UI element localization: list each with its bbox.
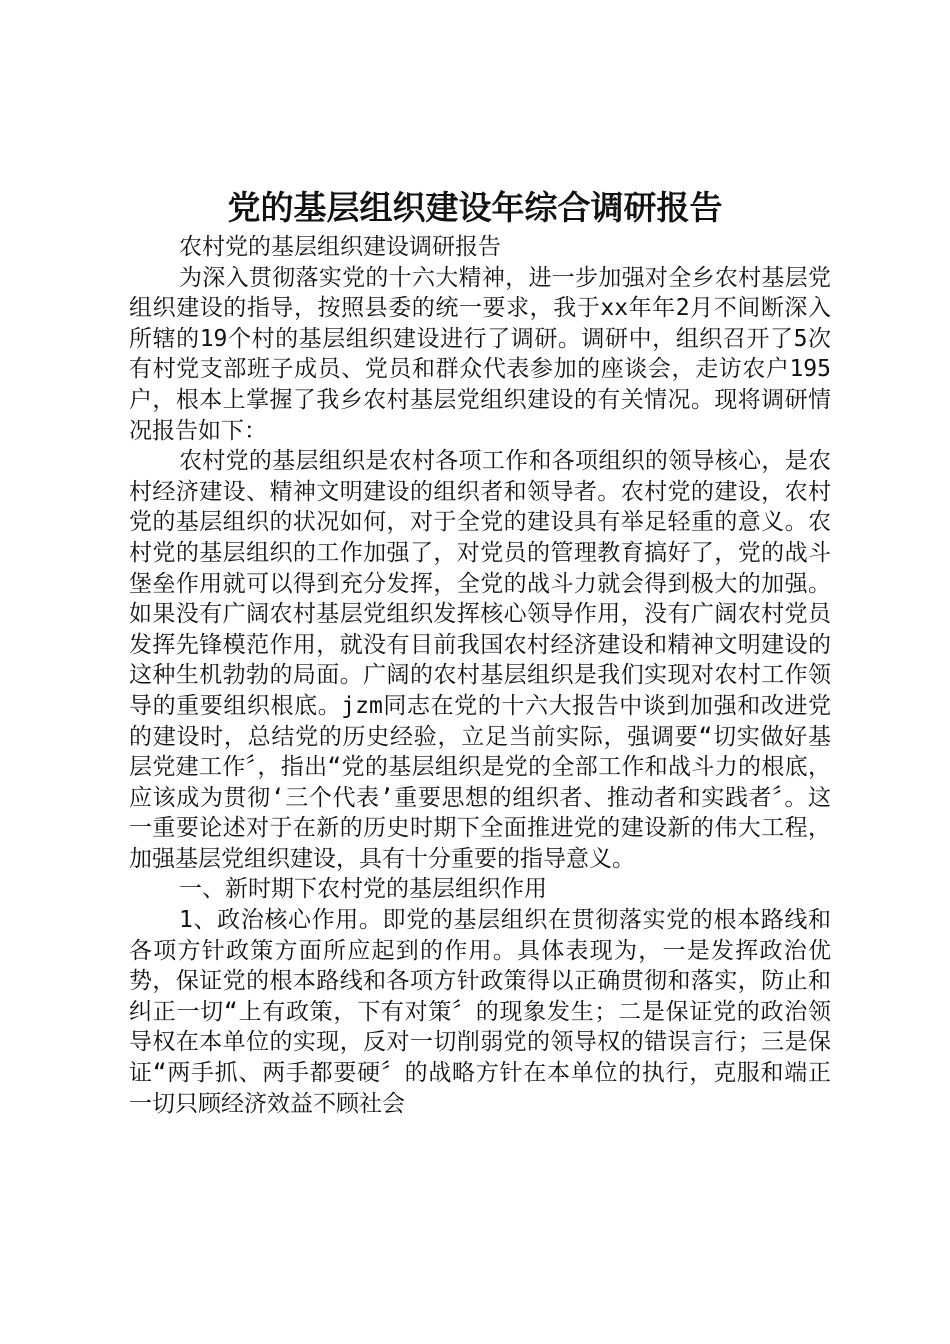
document-title: 党的基层组织建设年综合调研报告 — [227, 188, 723, 227]
report-subtitle: 农村党的基层组织建设调研报告 — [179, 234, 501, 260]
intro-paragraph: 为深入贯彻落实党的十六大精神，进一步加强对全乡农村基层党组织建设的指导，按照县委的统一要求，我于xx年年2月不间断深入所辖的19个村的基层组织建设进行了调研。调研中，组织召开了5次有村党支部班子成员、党员和群众代表参加的座谈会，走访农户195户，根本上掌握了我乡农村基层党组织建设的有关情况。现将调研情况报告如下： — [129, 264, 831, 444]
section-heading: 一、新时期下农村党的基层组织作用 — [179, 876, 547, 903]
document-body — [129, 232, 831, 1119]
significance-paragraph: 农村党的基层组织是农村各项工作和各项组织的领导核心，是农村经济建设、精神文明建设的组织者和领导者。农村党的建设，农村党的基层组织的状况如何，对于全党的建设具有举足轻重的意义。农村党的基层组织的工作加强了，对党员的管理教育搞好了，党的战斗堡垒作用就可以得到充分发挥，全党的战斗力就会得到极大的加强。如果没有广阔农村基层党组织发挥核心领导作用，没有广阔农村党员发挥先锋模范作用，就没有目前我国农村经济建设和精神文明建设的这种生机勃勃的局面。广阔的农村基层组织是我们实现对农村工作领导的重要组织根底。jzm同志在党的十六大报告中谈到加强和改进党的建设时，总结党的历史经验，立足当前实际，强调要“切实做好基层党建工作〞，指出“党的基层组织是党的全部工作和战斗力的根底，应该成为贯彻‘三个代表’重要思想的组织者、推动者和实践者〞。这一重要论述对于在新的历史时期下全面推进党的建设新的伟大工程，加强基层党组织建设，具有十分重要的指导意义。 — [129, 448, 831, 872]
political-core-paragraph: 1、政治核心作用。即党的基层组织在贯彻落实党的根本路线和各项方针政策方面所应起到的作用。具体表现为，一是发挥政治优势，保证党的根本路线和各项方针政策得以正确贯彻和落实，防止和纠正一切“上有政策，下有对策〞的现象发生；二是保证党的政治领导权在本单位的实现，反对一切削弱党的领导权的错误言行；三是保证“两手抓、两手都要硬〞的战略方针在本单位的执行，克服和端正一切只顾经济效益不顾社会 — [129, 907, 831, 1117]
